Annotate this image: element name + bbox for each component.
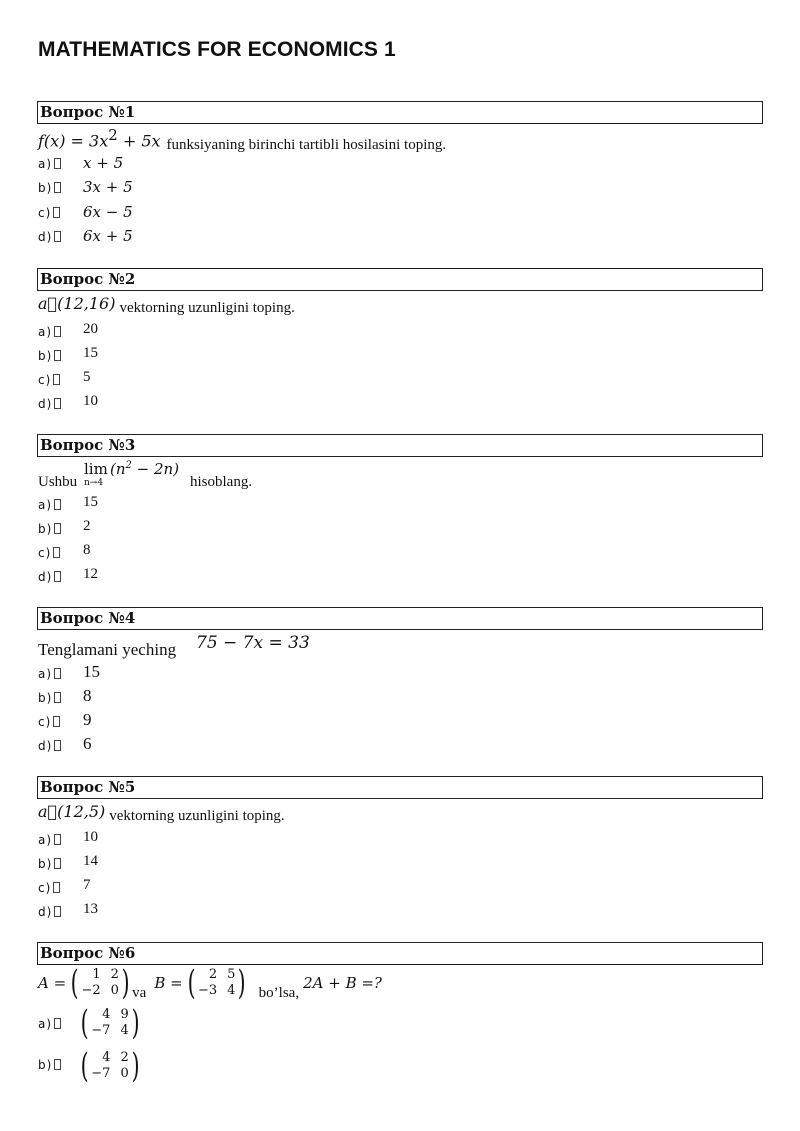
question-1-option-a-value: x + 5 [83,154,124,172]
question-4-text: Tenglamani yeching [38,640,177,659]
question-3-lim: lim [84,460,108,478]
checkbox-icon [54,523,61,534]
question-4-option-a-value: 15 [83,662,100,681]
question-1-option-a[interactable]: a) [38,155,61,173]
question-2-option-d-value: 10 [83,393,98,409]
question-6-option-a[interactable]: a) [38,1015,61,1033]
question-3-option-a[interactable]: a) [38,496,61,514]
question-3-option-b-value: 2 [83,518,91,534]
question-3-option-d[interactable]: d) [38,568,61,586]
question-2-option-c[interactable]: c) [38,371,60,389]
question-4-title: Вопрос №4 [40,609,136,627]
question-1-expression: f(x) = 3x [38,131,109,151]
checkbox-icon [54,326,61,337]
question-6-option-b[interactable]: b) [38,1056,61,1074]
question-5-option-c[interactable]: c) [38,879,60,897]
question-6-option-a-value: ( 4 9 −7 4 ) [80,1003,140,1043]
question-5-option-d-value: 13 [83,901,98,917]
question-5-prompt [38,802,285,822]
checkbox-icon [54,158,61,169]
question-1-header [37,101,763,124]
question-5-option-b-value: 14 [83,853,98,869]
question-5-option-b[interactable]: b) [38,855,61,873]
question-6-prompt: A = ( 1 2 −2 0 ) va B = ( 2 5 −3 4 ) bo’lsa, 2A + B =? [38,963,382,1003]
question-4-option-d-value: 6 [83,734,92,753]
checkbox-icon [54,858,61,869]
question-3-lim-subscript: n→4 [84,478,104,488]
question-2-option-a-value: 20 [83,321,98,337]
question-2-title: Вопрос №2 [40,270,136,288]
checkbox-icon [54,692,61,703]
question-3-text: hisoblang. [190,474,253,490]
matrix-b: 2 5 −3 4 [197,967,236,998]
question-3-header [37,434,763,457]
question-2-option-d[interactable]: d) [38,395,61,413]
matrix-a-label: A = [38,974,67,992]
question-1-option-c[interactable]: c) [38,204,60,222]
question-2-prompt [38,294,295,314]
question-6-va: va [132,984,147,1001]
question-2-option-b[interactable]: b) [38,347,61,365]
question-3-option-a-value: 15 [83,494,98,510]
question-4-option-d[interactable]: d) [38,737,61,755]
checkbox-icon [54,1059,61,1070]
question-2-option-a[interactable]: a) [38,323,61,341]
question-3-option-c-value: 8 [83,542,91,558]
question-3-option-d-value: 12 [83,566,98,582]
question-3-option-b[interactable]: b) [38,520,61,538]
question-5-expression: a⃗(12,5) [38,802,106,821]
checkbox-icon [54,350,61,361]
question-3-prefix: Ushbu [38,474,78,490]
question-5-option-a-value: 10 [83,829,98,845]
question-4-option-c[interactable]: c) [38,713,60,731]
question-4-option-a[interactable]: a) [38,665,61,683]
question-1-prompt: $f(x) = 3x^2 + 5x$ funksiyaning birinchi tartibli hosilasini toping. [38,126,447,154]
question-6-header [37,942,763,965]
checkbox-icon [54,906,61,917]
checkbox-icon [54,834,61,845]
question-2-option-b-value: 15 [83,345,98,361]
question-6-title: Вопрос №6 [40,944,136,962]
checkbox-icon [54,668,61,679]
checkbox-icon [54,1018,61,1029]
question-3-option-c[interactable]: c) [38,544,60,562]
question-5-title: Вопрос №5 [40,778,136,796]
checkbox-icon [54,231,61,242]
checkbox-icon [53,374,60,385]
question-3-expression: $(n^2 - 2n)$ [110,460,180,478]
checkbox-icon [53,882,60,893]
question-2-text: vektorning uzunligini toping. [119,300,295,316]
question-4-header [37,607,763,630]
question-2-expression: a⃗(12,16) [38,294,116,313]
question-4-option-b-value: 8 [83,686,92,705]
checkbox-icon [53,716,60,727]
checkbox-icon [54,571,61,582]
question-1-option-b-value: 3x + 5 [83,178,133,196]
checkbox-icon [53,207,60,218]
checkbox-icon [54,182,61,193]
question-1-option-d[interactable]: d) [38,228,61,246]
question-1-text: funksiyaning birinchi tartibli hosilasini toping. [166,137,447,154]
question-4-option-b[interactable]: b) [38,689,61,707]
question-3-title: Вопрос №3 [40,436,136,454]
question-4-expression: 75 − 7x = 33 [196,633,310,653]
question-5-option-d[interactable]: d) [38,903,61,921]
question-2-header [37,268,763,291]
question-1-option-b[interactable]: b) [38,179,61,197]
question-5-header [37,776,763,799]
question-1-option-c-value: 6x − 5 [83,203,133,221]
checkbox-icon [54,740,61,751]
question-6-expression: 2A + B =? [303,974,382,992]
matrix-b-label: B = [154,974,183,992]
question-4-option-c-value: 9 [83,710,92,729]
question-6-text: bo’lsa, [258,984,300,1001]
checkbox-icon [54,398,61,409]
checkbox-icon [54,499,61,510]
document-title: MATHEMATICS FOR ECONOMICS 1 [38,38,396,61]
question-5-option-a[interactable]: a) [38,831,61,849]
matrix-a: 1 2 −2 0 [81,967,119,998]
question-6-option-b-value: ( 4 2 −7 0 ) [80,1046,140,1086]
question-5-text: vektorning uzunligini toping. [109,808,285,824]
question-1-title: Вопрос №1 [40,103,136,121]
question-1-option-d-value: 6x + 5 [83,227,133,245]
question-2-option-c-value: 5 [83,369,91,385]
checkbox-icon [53,547,60,558]
question-5-option-c-value: 7 [83,877,91,893]
